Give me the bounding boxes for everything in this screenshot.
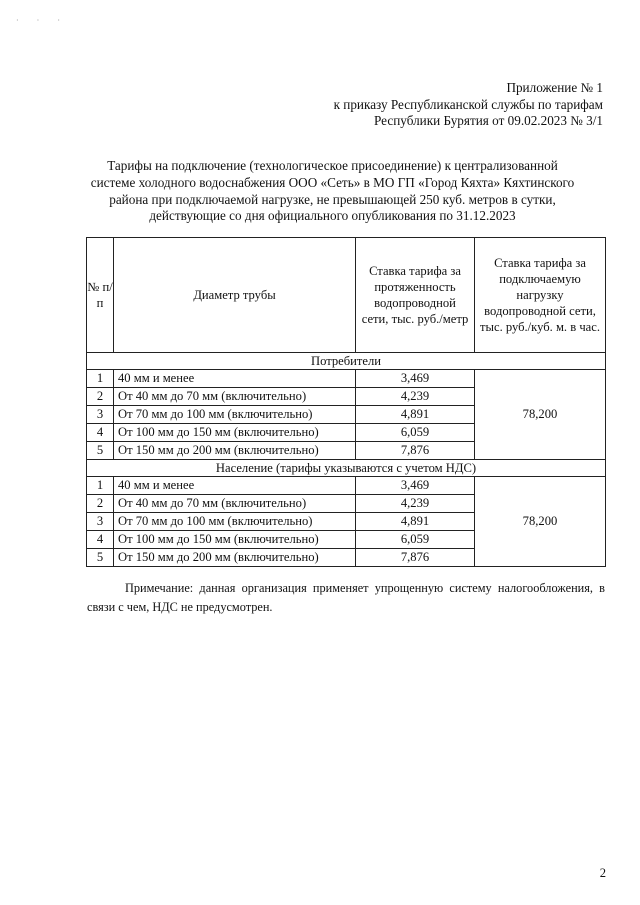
table-header-row [87,238,606,353]
appendix-block [334,80,603,130]
group-load-rate: 78,200 [475,477,606,567]
table-row [87,370,606,388]
table-row [87,477,606,495]
document-title [80,158,585,225]
row-rate: 4,891 [356,406,475,424]
row-diameter: От 100 мм до 150 мм (включительно) [114,424,356,442]
row-num: 1 [87,370,114,388]
title-line: действующие со дня официального опубликования по 31.12.2023 [149,208,516,224]
header-length-rate: Ставка тарифа за протяженность водопроводной сети, тыс. руб./метр [356,238,475,353]
appendix-line: Приложение № 1 [506,80,603,95]
title-line: Тарифы на подключение (технологическое присоединение) к централизованной [107,158,558,173]
row-diameter: 40 мм и менее [114,477,356,495]
row-num: 4 [87,424,114,442]
row-diameter: От 70 мм до 100 мм (включительно) [114,406,356,424]
row-num: 3 [87,406,114,424]
title-line: района при подключаемой нагрузке, не превышающей 250 куб. метров в сутки, [109,191,556,207]
row-rate: 3,469 [356,477,475,495]
group-header-row [87,460,606,477]
title-line: системе холодного водоснабжения ООО «Сеть» в МО ГП «Город Кяхта» Кяхтинского [90,174,575,190]
scan-specks: · · · [16,16,68,25]
row-rate: 4,891 [356,513,475,531]
row-num: 3 [87,513,114,531]
row-num: 4 [87,531,114,549]
appendix-line: Республики Бурятия от 09.02.2023 № 3/1 [374,113,603,128]
row-rate: 4,239 [356,495,475,513]
page-number: 2 [599,866,606,880]
row-rate: 6,059 [356,424,475,442]
row-diameter: От 100 мм до 150 мм (включительно) [114,531,356,549]
row-diameter: От 40 мм до 70 мм (включительно) [114,388,356,406]
row-diameter: 40 мм и менее [114,370,356,388]
row-rate: 7,876 [356,442,475,460]
row-rate: 7,876 [356,549,475,567]
row-diameter: От 70 мм до 100 мм (включительно) [114,513,356,531]
row-num: 5 [87,442,114,460]
row-num: 2 [87,388,114,406]
group-load-rate: 78,200 [475,370,606,460]
tariff-table [86,237,606,567]
row-diameter: От 150 мм до 200 мм (включительно) [114,549,356,567]
appendix-line: к приказу Республиканской службы по тарифам [333,96,603,112]
header-diameter: Диаметр трубы [114,238,356,353]
group-label: Потребители [87,353,606,370]
row-num: 1 [87,477,114,495]
row-rate: 3,469 [356,370,475,388]
footnote: Примечание: данная организация применяет упрощенную систему налогообложения, в связи с чем, НДС не предусмотрен. [87,581,605,614]
group-header-row [87,353,606,370]
header-num: № п/п [87,238,114,353]
row-diameter: От 40 мм до 70 мм (включительно) [114,495,356,513]
header-load-rate: Ставка тарифа за подключаемую нагрузку водопроводной сети, тыс. руб./куб. м. в час. [475,238,606,353]
row-num: 2 [87,495,114,513]
row-num: 5 [87,549,114,567]
row-rate: 6,059 [356,531,475,549]
row-rate: 4,239 [356,388,475,406]
group-label: Население (тарифы указываются с учетом НДС) [87,460,606,477]
row-diameter: От 150 мм до 200 мм (включительно) [114,442,356,460]
